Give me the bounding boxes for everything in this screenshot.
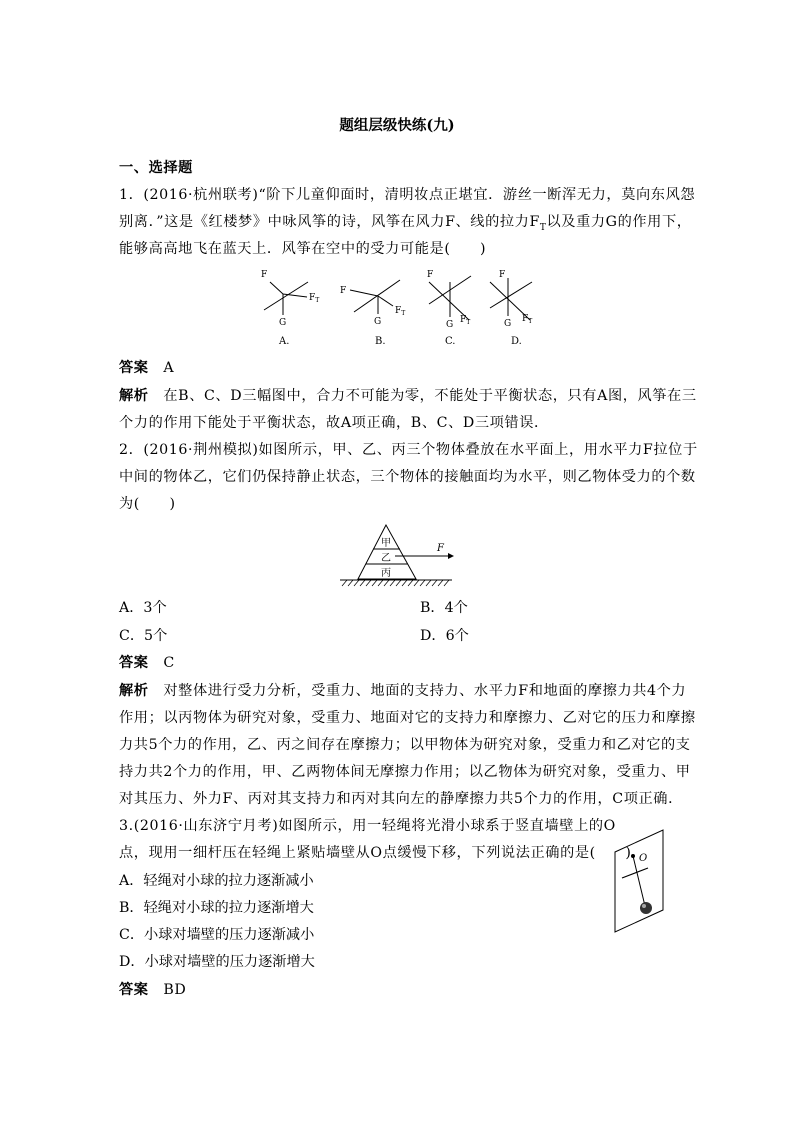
q1-a-f-label: F [261,270,268,280]
q1-option-b-label: B. [375,336,386,347]
q1-option-a-label: A. [279,336,290,347]
q3-option-d: D．小球对墙壁的压力逐渐增大 [119,954,315,970]
q1-b-f-label: F [340,286,347,296]
q2-analysis-3: 力共5个力的作用，乙、丙之间存在摩擦力；以甲物体为研究对象，受重力和乙对它的支 [119,737,691,753]
q3-line-2: 点，现用一细杆压在轻绳上紧贴墙壁从O点缓慢下移，下列说法正确的是( ) [119,845,632,861]
q1-option-d-label: D. [511,336,522,347]
q1-d-ft-label: $F_T$ [522,314,533,325]
q1-analysis-2: 个力的作用下能处于平衡状态，故A项正确，B、C、D三项错误． [119,415,549,431]
answer-label: 答案 [119,360,149,376]
q1-d-f-label: F [499,270,506,280]
q2-bing-label: 丙 [381,568,391,579]
q2-analysis-4: 持力共2个力的作用，甲、乙两物体间无摩擦力作用；以乙物体为研究对象，受重力、甲 [119,764,691,780]
q1-option-c-label: C. [445,336,456,347]
section-heading: 一、选择题 [119,160,193,176]
q3-point-o-label: O [639,853,648,864]
q3-option-a: A．轻绳对小球的拉力逐渐减小 [119,873,314,889]
q1-c-ft-label: $F_T$ [460,315,471,326]
q2-analysis-1: 解析 对整体进行受力分析，受重力、地面的支持力、水平力F和地面的摩擦力共4个力 [119,683,687,699]
q2-line-2: 中间的物体乙，它们仍保持静止状态，三个物体的接触面均为水平，则乙物体受力的个数 [119,469,696,485]
answer-value: BD [163,982,187,998]
q2-option-c: C．5个 [119,628,168,644]
q2-force-label: F [437,543,444,554]
q3-option-b: B．轻绳对小球的拉力逐渐增大 [119,900,314,916]
q1-line-1: 1．(2016·杭州联考)“阶下儿童仰面时，清明妆点正堪宜．游丝一断浑无力，莫向东风怨 [119,187,696,203]
q1-b-g-label: G [374,317,382,327]
q2-option-a: A．3个 [119,600,167,616]
page-title: 题组层级快练(九) [339,117,455,134]
q1-line-3: 能够高高地飞在蓝天上．风筝在空中的受力可能是( ) [119,241,487,257]
q2-figure [340,520,460,590]
q1-c-g-label: G [446,320,454,330]
q1-a-ft-label: $F_T$ [309,293,320,304]
q2-analysis-2: 作用；以丙物体为研究对象，受重力、地面对它的支持力和摩擦力、乙对它的压力和摩擦 [119,710,696,726]
q2-line-1: 2．(2016·荆州模拟)如图所示，甲、乙、丙三个物体叠放在水平面上，用水平力F拉位于 [119,442,698,458]
q2-option-d: D．6个 [420,628,469,644]
q1-answer [119,358,174,378]
q1-line-2: 别离．”这是《红楼梦》中咏风筝的诗，风筝在风力F、线的拉力$F_T$以及重力G的作用下， [119,214,692,233]
q1-c-f-label: F [427,270,434,280]
answer-label: 答案 [119,655,149,671]
q2-option-b: B．4个 [420,600,468,616]
q1-d-g-label: G [504,319,512,329]
q2-answer [119,653,175,673]
analysis-label: 解析 [119,388,149,404]
answer-value: C [163,655,175,671]
q1-b-ft-label: $F_T$ [395,306,406,317]
q2-yi-label: 乙 [381,553,391,564]
answer-value: A [163,360,175,376]
answer-label: 答案 [119,982,149,998]
q3-line-1: 3.(2016·山东济宁月考)如图所示，用一轻绳将光滑小球系于竖直墙壁上的O [119,818,616,834]
q2-jia-label: 甲 [381,538,391,549]
q2-analysis-5: 对其压力、外力F、丙对其支持力和丙对其向左的静摩擦力共5个力的作用，C项正确． [119,791,683,807]
q3-option-c: C．小球对墙壁的压力逐渐减小 [119,927,315,943]
q1-analysis-1: 解析 在B、C、D三幅图中，合力不可能为零，不能处于平衡状态，只有A图，风筝在三 [119,388,697,404]
q1-a-g-label: G [279,318,287,328]
q2-line-3: 为( ) [119,496,176,512]
analysis-label: 解析 [119,683,149,699]
q3-answer [119,980,186,1000]
q3-figure [610,826,674,936]
q1-figure [250,262,550,354]
